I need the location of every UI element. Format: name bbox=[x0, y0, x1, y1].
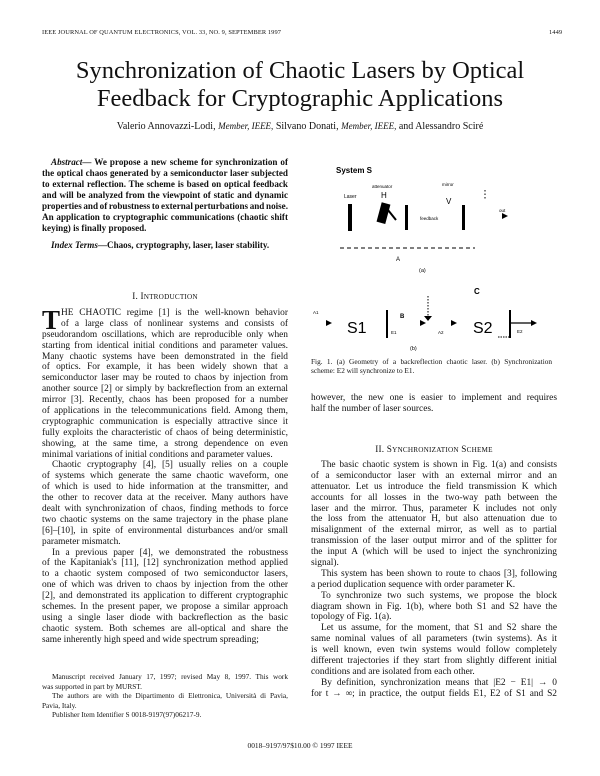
text-line bbox=[311, 569, 557, 580]
fig-label-E2: E2 bbox=[517, 329, 523, 334]
text-line-content: different trajectories if they start from slightly different initial bbox=[311, 656, 557, 667]
text-line bbox=[42, 168, 288, 179]
figure-1b bbox=[313, 287, 537, 352]
author-2: Silvano Donati, bbox=[275, 121, 339, 132]
text-line bbox=[42, 515, 288, 526]
text-line bbox=[42, 201, 288, 212]
text-line-content: is well known, even twin systems would follow completely bbox=[311, 645, 557, 656]
text-line-content: [2], and demonstrated its application to different cryptographic bbox=[42, 591, 288, 602]
text-line bbox=[42, 439, 288, 450]
text-line-content: By definition, synchronization means that |E2 − E1| → 0 bbox=[321, 677, 557, 688]
text-line-content: cryptographic communication is especially attractive since it bbox=[42, 416, 288, 427]
copyright-line: 0018–9197/97$10.00 © 1997 IEEE bbox=[247, 741, 353, 750]
text-line bbox=[42, 624, 288, 635]
heading-text: CHEME bbox=[466, 446, 493, 454]
section-heading-synchronization-scheme bbox=[311, 444, 557, 454]
figure-1a bbox=[336, 166, 508, 274]
text-line bbox=[311, 591, 557, 602]
fig-label-S1: S1 bbox=[347, 320, 367, 337]
external-mirror bbox=[462, 205, 465, 230]
footnote-line: was supported in part by MURST. bbox=[42, 681, 142, 691]
text-line-content: HE CHAOTIC regime [1] is the well-known behavior bbox=[61, 308, 288, 318]
authors bbox=[0, 121, 600, 132]
input-arrow-icon bbox=[326, 320, 332, 326]
footnote-line: Pavia, Italy. bbox=[42, 700, 77, 710]
introduction-body bbox=[42, 305, 288, 646]
text-line-content: same inherently high speed and wide spectrum spreading; bbox=[42, 634, 259, 645]
abstract bbox=[42, 157, 288, 251]
text-line-content: topology of Fig. 1(a). bbox=[311, 612, 392, 623]
text-line-content: to external reflection. The scheme is based on optical feedback bbox=[42, 179, 288, 189]
text-line-content: fully exploits the characteristic of chaos of being deterministic, bbox=[42, 427, 288, 438]
footnote-line: Manuscript received January 17, 1997; revised May 8, 1997. This work bbox=[52, 672, 288, 681]
text-line bbox=[42, 406, 288, 417]
text-line bbox=[42, 428, 288, 439]
text-line-content: [6]–[10], in spite of environmental disturbances and/or small bbox=[42, 525, 288, 536]
text-line bbox=[42, 330, 288, 341]
attenuator-block bbox=[377, 202, 391, 224]
text-line bbox=[42, 591, 288, 602]
caption-line: Fig. 1. (a) Geometry of a backreflection chaotic laser. (b) Synchronization bbox=[311, 357, 553, 366]
author-1: Valerio Annovazzi-Lodi, bbox=[116, 121, 216, 132]
text-line bbox=[42, 482, 288, 493]
column-continuation bbox=[311, 393, 557, 415]
running-header: IEEE JOURNAL OF QUANTUM ELECTRONICS, VOL. 33, NO. 9, SEPTEMBER 1997 bbox=[42, 29, 282, 36]
heading-text: NTRODUCTION bbox=[143, 293, 198, 301]
text-line-content: laser and the mirror. Thus, parameter K includes not only bbox=[311, 503, 557, 514]
text-line-content: using a single laser diode with backreflection as the basic bbox=[42, 612, 288, 623]
text-line-content: Many chaotic systems have been demonstrated in the field bbox=[42, 351, 288, 362]
text-line bbox=[311, 547, 557, 558]
abstract-first-line bbox=[42, 157, 288, 168]
fig-label-feedback: feedback bbox=[420, 216, 439, 221]
text-line-content: the loss from the attenuator H, but also attenuation due to bbox=[311, 514, 557, 525]
text-line-content: Let us assume, for the moment, that S1 and S2 share the bbox=[321, 623, 557, 634]
text-line bbox=[42, 580, 288, 591]
text-line-content: schemes. In the present paper, we propose a similar approach bbox=[42, 602, 288, 613]
text-line-content: keying) is finally proposed. bbox=[42, 223, 147, 233]
text-line bbox=[42, 635, 288, 646]
fig-label-laser: Laser bbox=[344, 194, 357, 200]
fig-label-H: H bbox=[381, 191, 387, 200]
output-arrow-icon bbox=[531, 320, 537, 326]
heading-text: YNCHRONIZATION bbox=[392, 446, 459, 454]
s2-output-mirror bbox=[509, 310, 511, 338]
text-line bbox=[311, 656, 557, 667]
fig-label-B: B bbox=[400, 314, 405, 320]
text-line bbox=[42, 537, 288, 548]
text-line-content: diagram shown in Fig. 1(b), where both S1 and S2 have the bbox=[311, 601, 557, 612]
text-line-content: signal). bbox=[311, 558, 339, 569]
figure-1 bbox=[300, 150, 590, 355]
text-line-content: the input A (which will be used to inject the synchronizing bbox=[311, 547, 557, 558]
fig-label-E1: E1 bbox=[391, 330, 397, 335]
text-line-content: pseudorandom oscillations, which are reproducible only when bbox=[42, 329, 288, 340]
text-line bbox=[311, 634, 557, 645]
text-line-content: Chaotic cryptography [4], [5] usually relies on a couple bbox=[52, 460, 288, 471]
laser-facet bbox=[348, 204, 352, 231]
text-line bbox=[42, 212, 288, 223]
text-line bbox=[311, 514, 557, 525]
text-line-content: semiconductor laser may be routed to chaos by injection from bbox=[42, 373, 288, 384]
abstract-body bbox=[42, 168, 288, 234]
text-line-content: of the Kapitaniak's [11], [12] synchronization method applied bbox=[42, 558, 288, 569]
text-line bbox=[42, 471, 288, 482]
text-line-content: same nominal values of all parameters (twin systems). As it bbox=[311, 634, 557, 645]
text-line bbox=[42, 548, 288, 559]
text-line bbox=[42, 569, 288, 580]
text-line-content: of applications in the telecommunications field. Among them, bbox=[42, 406, 288, 417]
author-2-membership: Member, IEEE, bbox=[341, 121, 397, 131]
text-line bbox=[42, 179, 288, 190]
text-line bbox=[42, 362, 288, 373]
footnote-line: Publisher Item Identifier S 0018-9197(97)06217-9. bbox=[52, 710, 202, 720]
continuation-paragraph bbox=[311, 393, 557, 415]
section-2-body bbox=[311, 460, 557, 700]
fig-label-C: C bbox=[474, 287, 480, 296]
figure-caption bbox=[311, 358, 557, 376]
text-line bbox=[311, 504, 557, 515]
text-line-content: misalignment of the external mirror, as well as to partial bbox=[311, 525, 557, 536]
text-line bbox=[42, 341, 288, 352]
text-line bbox=[311, 667, 557, 678]
author-1-membership: Member, IEEE, bbox=[218, 121, 274, 131]
text-line bbox=[42, 460, 288, 471]
text-line-content: of optics. For example, it has been widely shown that a bbox=[42, 362, 288, 373]
text-line-content: In a previous paper [4], we demonstrated the robustness bbox=[52, 547, 288, 558]
heading-text: S bbox=[458, 444, 467, 454]
text-line bbox=[311, 493, 557, 504]
s2-input-arrow-icon bbox=[451, 320, 457, 326]
text-line-content: one of which was driven to chaos by injection from the other bbox=[42, 580, 288, 591]
author-3: and Alessandro Sciré bbox=[398, 121, 484, 132]
index-terms-text: —Chaos, cryptography, laser, laser stability. bbox=[97, 240, 270, 250]
text-line bbox=[311, 558, 557, 569]
fig-label-attenuator: attenuator bbox=[372, 184, 393, 189]
text-line bbox=[42, 526, 288, 537]
fig-label-mirror: mirror bbox=[442, 182, 454, 187]
text-line bbox=[311, 404, 557, 415]
index-terms bbox=[42, 240, 288, 251]
text-line bbox=[42, 417, 288, 428]
text-line bbox=[311, 536, 557, 547]
text-line-content: mirror [3]. Recently, chaos has been proposed for a number bbox=[42, 395, 288, 406]
text-line-content: to a chaotic system composed of two semiconductor lasers, bbox=[42, 569, 288, 580]
paper-title bbox=[0, 57, 600, 112]
footnote-line: The authors are with the Dipartimento di Elettronica, Università di Pavia, bbox=[52, 691, 288, 701]
text-line bbox=[311, 525, 557, 536]
text-line bbox=[311, 689, 557, 700]
output-arrow-icon bbox=[502, 213, 508, 219]
title-line-1: Synchronization of Chaotic Lasers by Optical bbox=[75, 57, 525, 84]
fig-label-S2: S2 bbox=[473, 320, 493, 337]
text-line bbox=[42, 190, 288, 201]
text-line-content: half the number of laser sources. bbox=[311, 403, 434, 414]
text-line-content: transmission of the laser output mirror and of the splitter for bbox=[311, 536, 557, 547]
text-line bbox=[42, 558, 288, 569]
text-line-content: the optical chaos generated by a semiconductor laser subjected bbox=[42, 168, 288, 178]
text-line-content: To synchronize two such systems, we propose the block bbox=[321, 590, 557, 601]
text-line-content: accounts for all losses in the two-way path between the bbox=[311, 492, 557, 503]
text-line-content: dealt with synchronization of chaos, finding methods to force bbox=[42, 504, 288, 515]
text-line-content: and will be analyzed from the viewpoint of static and dynamic bbox=[42, 190, 288, 200]
text-line bbox=[42, 352, 288, 363]
intro-paragraphs bbox=[42, 305, 288, 646]
fig-label-system-s: System S bbox=[336, 166, 373, 175]
text-line bbox=[42, 450, 288, 461]
text-line bbox=[311, 460, 557, 471]
fig-label-V: V bbox=[446, 197, 452, 206]
heading-number: I. I bbox=[132, 291, 144, 301]
text-line-content: two chaotic systems on the same trajectory in the phase plane bbox=[42, 514, 288, 525]
text-line bbox=[42, 384, 288, 395]
text-line bbox=[311, 623, 557, 634]
fig-label-A2: A2 bbox=[438, 330, 444, 335]
s1-output-mirror bbox=[386, 310, 388, 338]
text-line bbox=[42, 493, 288, 504]
index-terms-label: Index Terms bbox=[51, 240, 98, 250]
text-line-content: minimal variations of initial conditions and parameter values. bbox=[42, 449, 273, 460]
text-line bbox=[42, 613, 288, 624]
text-line bbox=[311, 482, 557, 493]
text-line bbox=[42, 395, 288, 406]
text-line bbox=[42, 308, 288, 319]
text-line bbox=[42, 504, 288, 515]
text-line-content: the other to recover data at the receiver. Many authors have bbox=[42, 493, 288, 504]
text-line-content: parameter mismatch. bbox=[42, 536, 121, 547]
text-line-content: properties and of robustness to external perturbations and noise. bbox=[42, 201, 288, 211]
caption-line: scheme: E2 will synchronize to E1. bbox=[311, 365, 415, 375]
text-line-content: of systems which generate the same chaotic waveform, one bbox=[42, 471, 288, 482]
text-line bbox=[311, 602, 557, 613]
text-line bbox=[42, 223, 288, 234]
drop-cap: T bbox=[42, 305, 61, 335]
text-line-content: a period duplication sequence with order parameter K. bbox=[311, 579, 516, 590]
page-number: 1449 bbox=[549, 29, 563, 36]
text-line bbox=[42, 319, 288, 330]
text-line-content: This system has been shown to route to chaos [3], following bbox=[321, 568, 557, 579]
abstract-text: We propose a new scheme for synchronization of bbox=[94, 157, 289, 167]
text-line bbox=[42, 373, 288, 384]
text-line bbox=[311, 678, 557, 689]
text-line-content: showing, at the same time, a strong dependence on even bbox=[42, 438, 288, 449]
fig-label-A: A bbox=[396, 257, 401, 263]
splitter-arrow-icon bbox=[420, 320, 426, 326]
section-2-paragraphs bbox=[311, 460, 557, 700]
subfigure-label-b: (b) bbox=[410, 346, 417, 352]
text-line bbox=[311, 393, 557, 404]
mirror-left bbox=[405, 205, 408, 230]
coupling-arrow-icon bbox=[424, 316, 432, 321]
text-line-content: The basic chaotic system is shown in Fig. 1(a) and consists bbox=[321, 460, 557, 470]
fig-label-out: out bbox=[499, 208, 506, 213]
subfigure-label-a: (a) bbox=[419, 268, 426, 274]
text-line-content: An application to cryptographic communications (chaotic shift bbox=[42, 212, 288, 222]
fig-label-A1: A1 bbox=[313, 310, 319, 315]
text-line-content: another source [2] or simply by backreflection from an external bbox=[42, 384, 288, 395]
title-line-2: Feedback for Cryptographic Applications bbox=[96, 84, 504, 112]
text-line bbox=[42, 602, 288, 613]
text-line bbox=[311, 471, 557, 482]
text-line-content: of a large class of nonlinear systems and consists of bbox=[61, 318, 288, 329]
footnotes bbox=[42, 672, 288, 720]
abstract-label: Abstract— bbox=[51, 157, 92, 167]
heading-number: II. S bbox=[375, 444, 393, 454]
text-line-content: attenuator. Let us introduce the field transmission K which bbox=[311, 481, 557, 492]
text-line bbox=[311, 645, 557, 656]
text-line-content: of a semiconductor laser with an external mirror and an bbox=[311, 470, 557, 481]
text-line bbox=[311, 612, 557, 623]
text-line-content: however, the new one is easier to implement and requires bbox=[311, 393, 557, 403]
text-line bbox=[311, 580, 557, 591]
text-line-content: conditions and are isolated from each other. bbox=[311, 666, 475, 677]
text-line-content: of which is used to hide information at the transmitter, and bbox=[42, 482, 288, 493]
text-line-content: for t → ∞; in practice, the output fields E1, E2 of S1 and S2 bbox=[311, 688, 557, 699]
text-line-content: starting from identical initial conditions and parameter values. bbox=[42, 340, 288, 351]
text-line-content: chaotic system. Both schemes are all-optical and share the bbox=[42, 623, 288, 634]
attenuator-arrow bbox=[388, 210, 396, 220]
section-heading-introduction bbox=[42, 291, 288, 301]
